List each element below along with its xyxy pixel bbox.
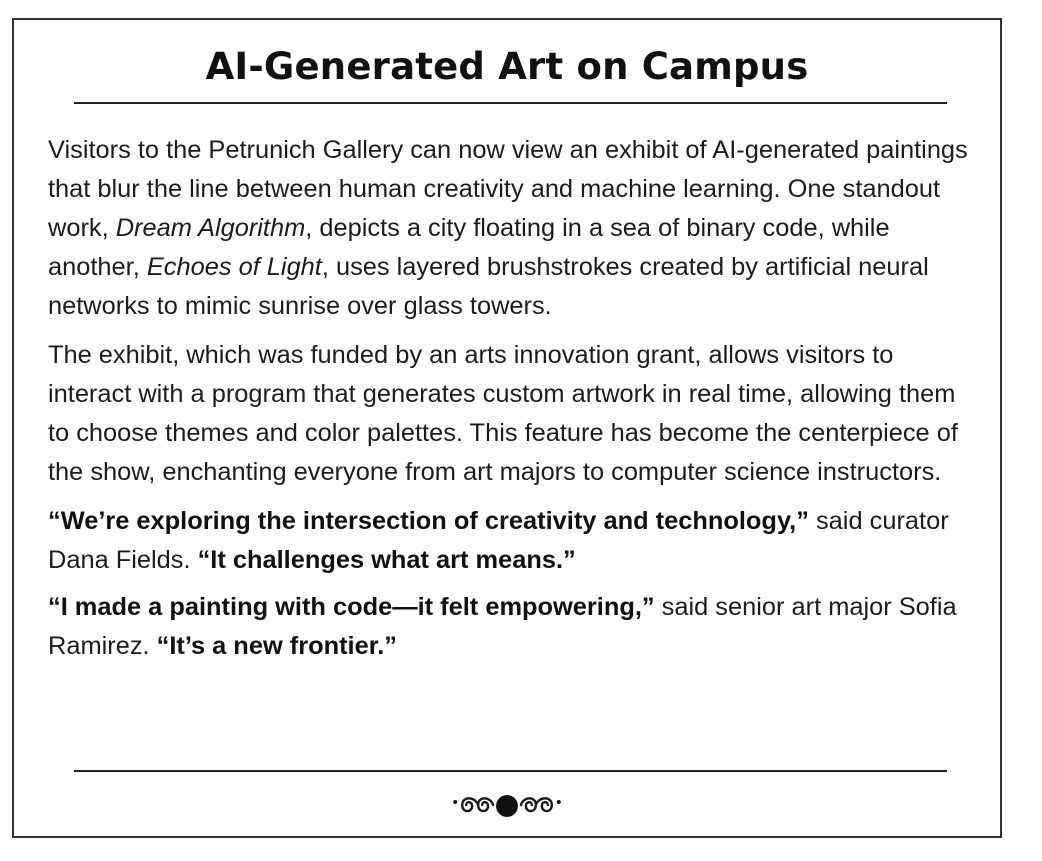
article-body — [48, 131, 983, 674]
paragraph1-text-a: Visitors to the Petrunich Gallery can now view an exhibit of AI-generated paintings that blur the line between human creativity and machine learning. One standout work, — [48, 136, 968, 242]
paragraph-exhibit-intro — [48, 131, 983, 326]
quote-curator-attribution: said curator Dana Fields. — [48, 507, 949, 574]
paragraph-exhibit-funding: The exhibit, which was funded by an arts innovation grant, allows visitors to interact with a program that generates custom artwork in real time, allowing them to choose themes and color palettes. This feature has become the centerpiece of the show, enchanting everyone from art majors to computer science instructors. — [48, 341, 958, 486]
quote-curator-statement: “We’re exploring the intersection of creativity and technology,” — [48, 507, 809, 535]
quote-curator-followup: “It challenges what art means.” — [197, 546, 576, 574]
quote-curator — [48, 502, 983, 580]
quote-student-attribution: said senior art major Sofia Ramirez. — [48, 593, 957, 660]
scroll-flourish-ornament-icon — [14, 788, 1000, 824]
title-divider — [74, 102, 947, 104]
paragraph1-text-b: , depicts a city floating in a sea of binary code, while another, — [48, 214, 890, 281]
quote-student-followup: “It’s a new frontier.” — [156, 632, 397, 660]
artwork-title-echoes-of-light: Echoes of Light — [146, 253, 322, 281]
artwork-title-dream-algorithm: Dream Algorithm — [115, 214, 306, 242]
quote-student-statement: “I made a painting with code—it felt empowering,” — [48, 593, 655, 621]
paragraph1-text-c: , uses layered brushstrokes created by artificial neural networks to mimic sunrise over glass towers. — [48, 253, 929, 320]
article-box — [12, 18, 1002, 838]
footer-divider — [74, 770, 947, 772]
quote-student — [48, 588, 983, 666]
article-title: AI-Generated Art on Campus — [205, 45, 809, 88]
